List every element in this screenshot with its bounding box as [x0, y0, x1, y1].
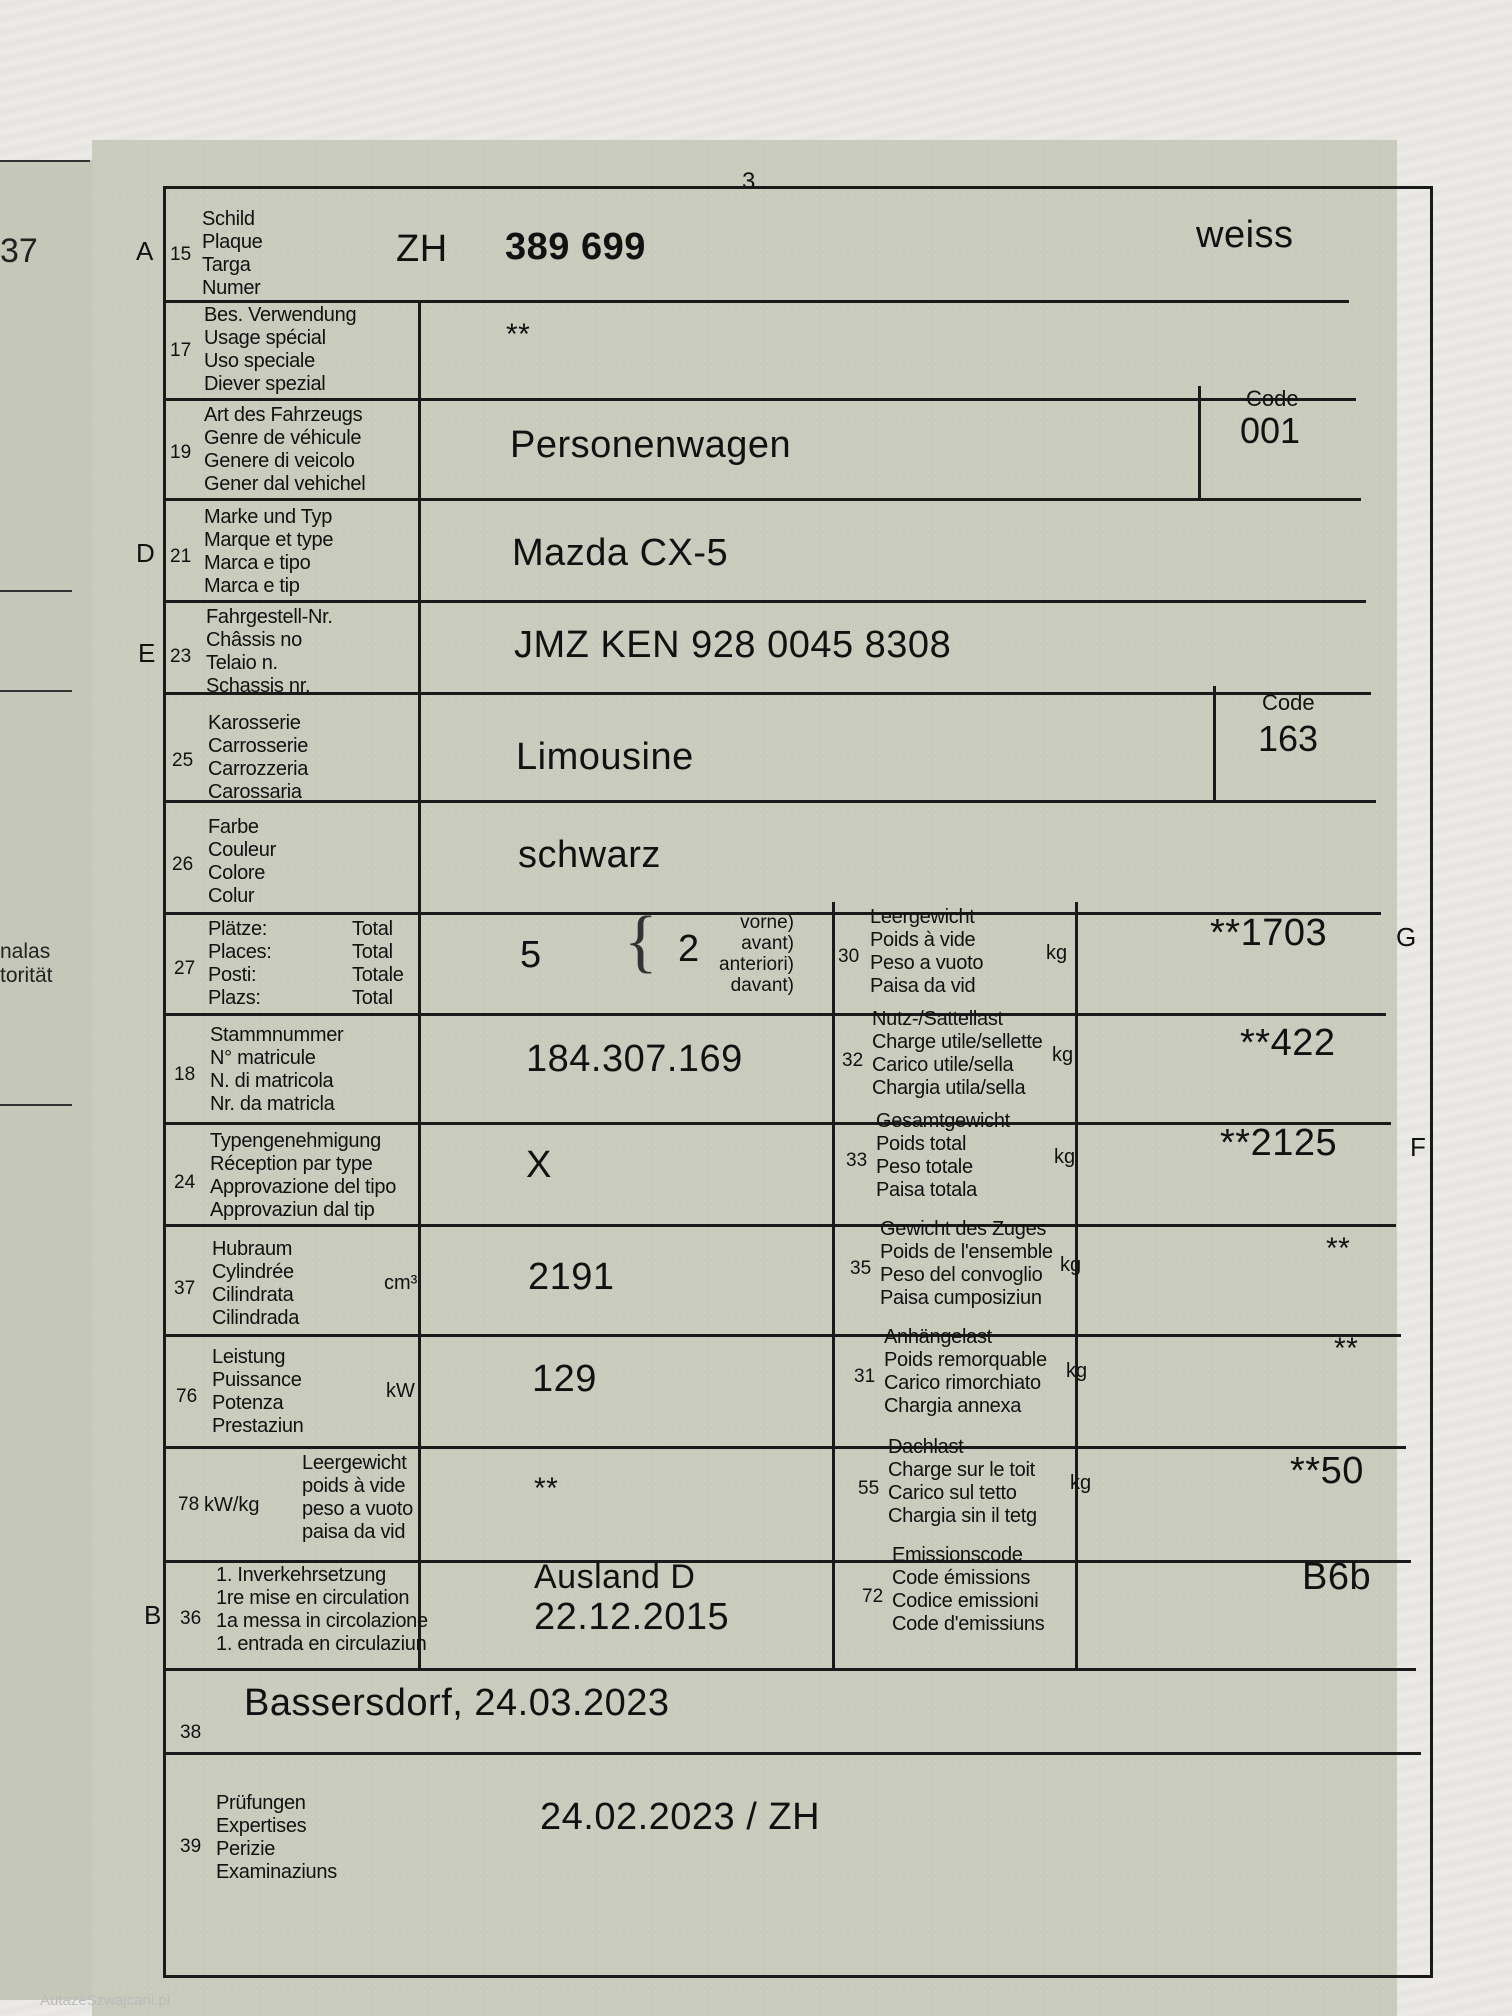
color-value: schwarz — [518, 834, 661, 876]
first-registration-origin: Ausland D — [534, 1558, 696, 1596]
special-use-label: Bes. Verwendung Usage spécial Uso speciale Diever spezial — [204, 304, 357, 395]
roof-load-label: Dachlast Charge sur le toit Carico sul tetto Chargia sin il tetg — [888, 1436, 1037, 1527]
trailer-load-value: ** — [1334, 1332, 1359, 1365]
seats-label: Plätze: Places: Posti: Plazs: — [208, 918, 272, 1009]
total-weight-value: **2125 — [1220, 1122, 1338, 1164]
seats-total-value: 5 — [520, 934, 542, 976]
power-to-weight-value: ** — [534, 1472, 559, 1505]
color-label: Farbe Couleur Colore Colur — [208, 816, 276, 907]
vehicle-kind-value: Personenwagen — [510, 424, 792, 466]
power-value: 129 — [532, 1358, 597, 1400]
body-code: 163 — [1258, 718, 1319, 759]
power-label: Leistung Puissance Potenza Prestaziun — [212, 1346, 304, 1437]
master-number-value: 184.307.169 — [526, 1038, 743, 1080]
displacement-label: Hubraum Cylindrée Cilindrata Cilindrada — [212, 1238, 300, 1329]
make-model-label: Marke und Typ Marque et type Marca e tipo Marca e tip — [204, 506, 334, 597]
chassis-number: JMZ KEN 928 0045 8308 — [514, 624, 952, 666]
combination-weight-label: Gewicht des Zuges Poids de l'ensemble Peso del convoglio Paisa cumposiziun — [880, 1218, 1053, 1309]
payload-label: Nutz-/Sattellast Charge utile/sellette Carico utile/sella Chargia utila/sella — [872, 1008, 1043, 1099]
type-approval-value: X — [526, 1144, 552, 1186]
roof-load-value: **50 — [1290, 1450, 1364, 1492]
inspections-value: 24.02.2023 / ZH — [540, 1796, 821, 1838]
previous-page-fragment: 37 nalas torität — [0, 160, 95, 2000]
emission-code-label: Emissionscode Code émissions Codice emissioni Code d'emissiuns — [892, 1544, 1045, 1635]
combination-weight-value: ** — [1326, 1232, 1351, 1265]
seats-front-label: vorne) avant) anteriori) davant) — [719, 912, 794, 996]
displacement-value: 2191 — [528, 1256, 615, 1298]
plate-canton: ZH — [396, 228, 448, 270]
special-use-value: ** — [506, 318, 531, 351]
inspections-label: Prüfungen Expertises Perizie Examinaziuns — [216, 1792, 337, 1883]
emission-code-value: B6b — [1302, 1556, 1372, 1598]
empty-weight-label: Leergewicht Poids à vide Peso a vuoto Paisa da vid — [870, 906, 984, 997]
empty-weight-value: **1703 — [1210, 912, 1328, 954]
vehicle-kind-code: 001 — [1240, 410, 1301, 451]
total-weight-label: Gesamtgewicht Poids total Peso totale Paisa totala — [876, 1110, 1010, 1201]
power-to-weight-label: Leergewicht poids à vide peso a vuoto paisa da vid — [302, 1452, 413, 1543]
first-registration-label: 1. Inverkehrsetzung 1re mise en circulation 1a messa in circolazione 1. entrada en circulaziun — [216, 1564, 428, 1655]
body-value: Limousine — [516, 736, 694, 778]
vehicle-kind-label: Art des Fahrzeugs Genre de véhicule Genere di veicolo Gener dal vehichel — [204, 404, 366, 495]
seats-front-value: 2 — [678, 928, 700, 970]
plate-color: weiss — [1196, 214, 1294, 256]
plate-number: 389 699 — [505, 226, 646, 268]
type-approval-label: Typengenehmigung Réception par type Approvazione del tipo Approvaziun dal tip — [210, 1130, 397, 1221]
make-model-value: Mazda CX-5 — [512, 532, 729, 574]
place-date-value: Bassersdorf, 24.03.2023 — [244, 1682, 670, 1724]
master-number-label: Stammnummer N° matricule N. di matricola Nr. da matricla — [210, 1024, 344, 1115]
plate-label: Schild Plaque Targa Numer — [202, 208, 263, 299]
watermark: AutazeSzwajcarii.pl — [40, 1992, 171, 2009]
body-label: Karosserie Carrosserie Carrozzeria Carossaria — [208, 712, 309, 803]
first-registration-date: 22.12.2015 — [534, 1596, 730, 1638]
trailer-load-label: Anhängelast Poids remorquable Carico rimorchiato Chargia annexa — [884, 1326, 1047, 1417]
payload-value: **422 — [1240, 1022, 1336, 1064]
page-number: 3 — [742, 168, 756, 195]
seats-total-label: Total Total Totale Total — [352, 918, 404, 1009]
chassis-label: Fahrgestell-Nr. Châssis no Telaio n. Schassis nr. — [206, 606, 333, 697]
